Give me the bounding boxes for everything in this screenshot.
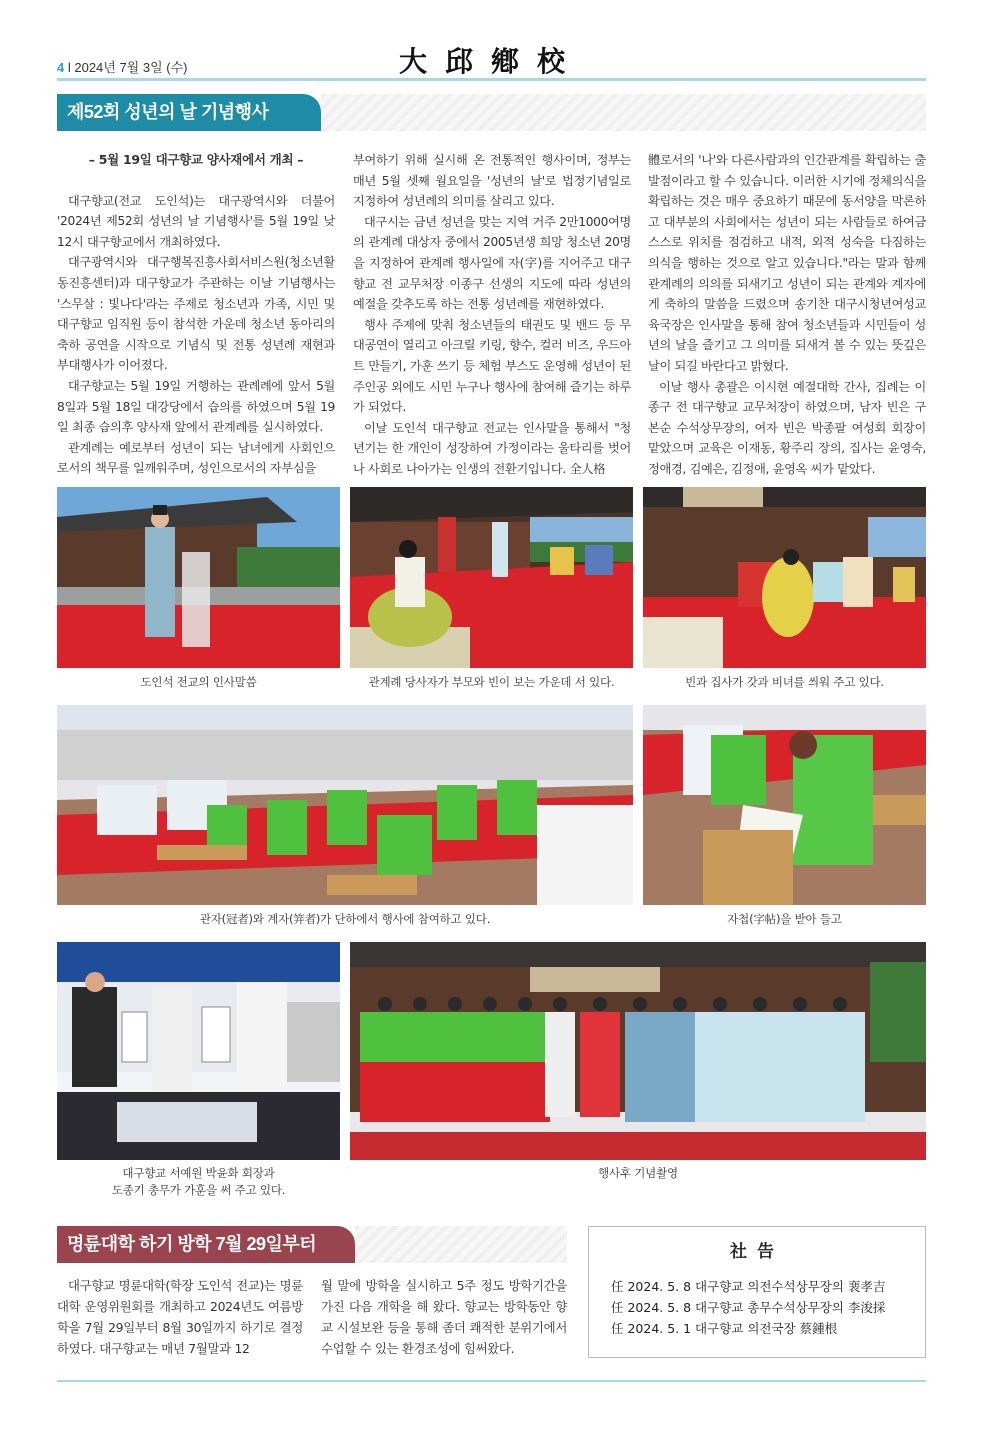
- photo-name-certificate: [643, 705, 926, 905]
- header-rule: [57, 78, 926, 81]
- photo-ceremony-standing: [350, 487, 633, 668]
- article2-column-2: 월 말에 방학을 실시하고 5주 정도 방학기간을 가진 다음 개학을 해 왔다. 향교는 방학동안 향교 시설보완 등을 통해 좀더 쾌적한 분위기에서 수업할 수 있는 환경조성에 힘써왔다.: [321, 1278, 567, 1356]
- article2-column-1: 대구향교 명륜대학(학장 도인석 전교)는 명륜대학 운영위원회를 개최하고 2024년도 여름방학을 7월 29일부터 8월 30일까지 하기로 결정하였다. 대구향교는 매년 7월말과 12: [57, 1278, 303, 1356]
- photo-group: [350, 942, 926, 1160]
- paragraph: 이날 행사 총괄은 이시현 예절대학 간사, 집례는 이종구 전 대구향교 교무처장이 하였으며, 남자 빈은 구본순 수석상무장의, 여자 빈은 박종팔 여성회 회장이 맡았으며 교육은 이재동, 황주리 장의, 집사는 윤영숙, 정애경, 김예은, 김정애, 윤영옥 씨가 맡았다.: [648, 379, 926, 476]
- paragraph: 관계례는 예로부터 성년이 되는 남녀에게 사회인으로서의 책무를 일깨워주며, 성인으로서의 자부심을: [57, 440, 335, 476]
- newspaper-title: 大邱鄕校: [398, 45, 583, 78]
- caption-7: 행사후 기념촬영: [598, 1166, 678, 1180]
- article1-subhead: – 5월 19일 대구향교 양사재에서 개최 –: [88, 152, 304, 167]
- paragraph: 이날 도인석 대구향교 전교는 인사말을 통해서 "청년기는 한 개인이 성장하여 가정이라는 울타리를 벗어나 사회로 나아가는 인생의 전환기입니다. 全人格: [353, 420, 631, 476]
- caption-6: [57, 1165, 340, 1199]
- article1-column-2: [353, 150, 631, 480]
- paragraph: 대구향교(전교 도인석)는 대구광역시와 더불어 '2024년 제52회 성년의 날 기념행사'를 5월 19일 낮 12시 대구향교에서 개최하였다.: [57, 193, 335, 249]
- banner-pattern: [355, 1226, 567, 1263]
- paragraph: 體로서의 '나'와 다른사람과의 인간관계를 확립하는 출발점이라고 할 수 있습니다. 이러한 시기에 정체의식을 확립하는 것은 매우 중요하기 때문에 동서양을 막론하고 대부분의 사회에서는 성년이 되는 사람들로 하여금 스스로 위치를 점검하고 내적, 외적 성숙을 다짐하는 의식을 행하는 것으로 알고 있습니다."라는 말과 함께 관계례의 의의를 되새기고 성년이 되는 관계와 계자에게 축하의 말씀을 드렸으며 송기찬 대구시청년여성교육국장은 인사말을 통해 참여 청소년들과 시민들이 성년의 날을 즐기고 그 의미를 되새겨 볼 수 있는 뜻깊은 날이 되길 바란다고 밝혔다.: [648, 153, 926, 373]
- article2-headline: 명륜대학 하기 방학 7월 29일부터: [57, 1226, 355, 1263]
- caption-6-line-2: 도종기 총무가 가훈을 써 주고 있다.: [111, 1183, 286, 1197]
- paragraph: 부여하기 위해 실시해 온 전통적인 행사이며, 정부는 매년 5월 셋째 월요일을 '성년의 날'로 법정기념일로 지정하여 성년례의 의미를 살리고 있다.: [353, 153, 631, 209]
- photo-speech: [57, 487, 340, 668]
- page-date-line: [57, 57, 187, 76]
- caption-5: 자첩(字帖)을 받아 들고: [727, 912, 842, 926]
- notice-title: 社告: [730, 1242, 784, 1262]
- banner-pattern: [321, 94, 926, 131]
- article1-headline: 제52회 성년의 날 기념행사: [57, 94, 321, 131]
- company-notice-box: [588, 1226, 926, 1358]
- notice-line: 任 2024. 5. 1 대구향교 의전국장 蔡鍾根: [611, 1321, 838, 1336]
- caption-6-line-1: 대구향교 서예원 박윤화 회장과: [122, 1166, 275, 1180]
- paragraph: 대구광역시와 대구행복진흥사회서비스원(청소년활동진흥센터)과 대구향교가 주관하는 이날 기념행사는 '스무살 : 빛나다'라는 주제로 청소년과 가족, 시민 및 대구향교 임직원 등이 참석한 가운데 청소년 동아리의 축하 공연을 시작으로 기념식 및 전통 성년례 재현과 부대행사가 이어졌다.: [57, 255, 335, 373]
- caption-2: 관계례 당사자가 부모와 빈이 보는 가운데 서 있다.: [368, 675, 615, 689]
- notice-line: 任 2024. 5. 8 대구향교 총무수석상무장의 李浚採: [611, 1300, 886, 1315]
- caption-4: 관자(冠者)와 계자(笄者)가 단하에서 행사에 참여하고 있다.: [199, 912, 491, 926]
- paragraph: 행사 주제에 맞춰 청소년들의 태권도 및 밴드 등 무대공연이 열리고 아크릴 키링, 향수, 컬러 비즈, 우드아트 만들기, 가훈 쓰기 등 체험 부스도 운영해 성년이 된 주인공 외에도 시민 누구나 행사에 참여해 즐기는 하루가 되었다.: [353, 317, 631, 415]
- article1-column-1: [57, 150, 335, 479]
- caption-1: 도인석 전교의 인사말씀: [140, 675, 257, 689]
- caption-3: 빈과 집사가 갓과 비녀를 씌워 주고 있다.: [685, 675, 884, 689]
- footer-rule: [57, 1380, 926, 1382]
- page-number: 4: [57, 60, 65, 75]
- photo-capping: [643, 487, 926, 668]
- article1-column-3: [648, 150, 926, 480]
- issue-date: l 2024년 7월 3일 (수): [67, 60, 188, 75]
- paragraph: 대구시는 금년 성년을 맞는 지역 거주 2만1000여명의 관계례 대상자 중에서 2005년생 희망 청소년 20명을 지정하여 관계례 행사일에 자(字)를 지어주고 대구향교 전 교무처장 이종구 선생의 지도에 따라 성년의 예절을 갖추도록 하는 전통 성년례를 재현하였다.: [353, 214, 631, 312]
- photo-participants: [57, 705, 633, 905]
- paragraph: 대구향교는 5월 19일 거행하는 관례례에 앞서 5월 8일과 5월 18일 대강당에서 습의를 하였으며 5월 19일 최종 습의후 양사재 앞에서 관계례를 실시하였다.: [57, 378, 335, 435]
- notice-line: 任 2024. 5. 8 대구향교 의전수석상무장의 裵孝吉: [611, 1279, 886, 1294]
- photo-calligraphy: [57, 942, 340, 1160]
